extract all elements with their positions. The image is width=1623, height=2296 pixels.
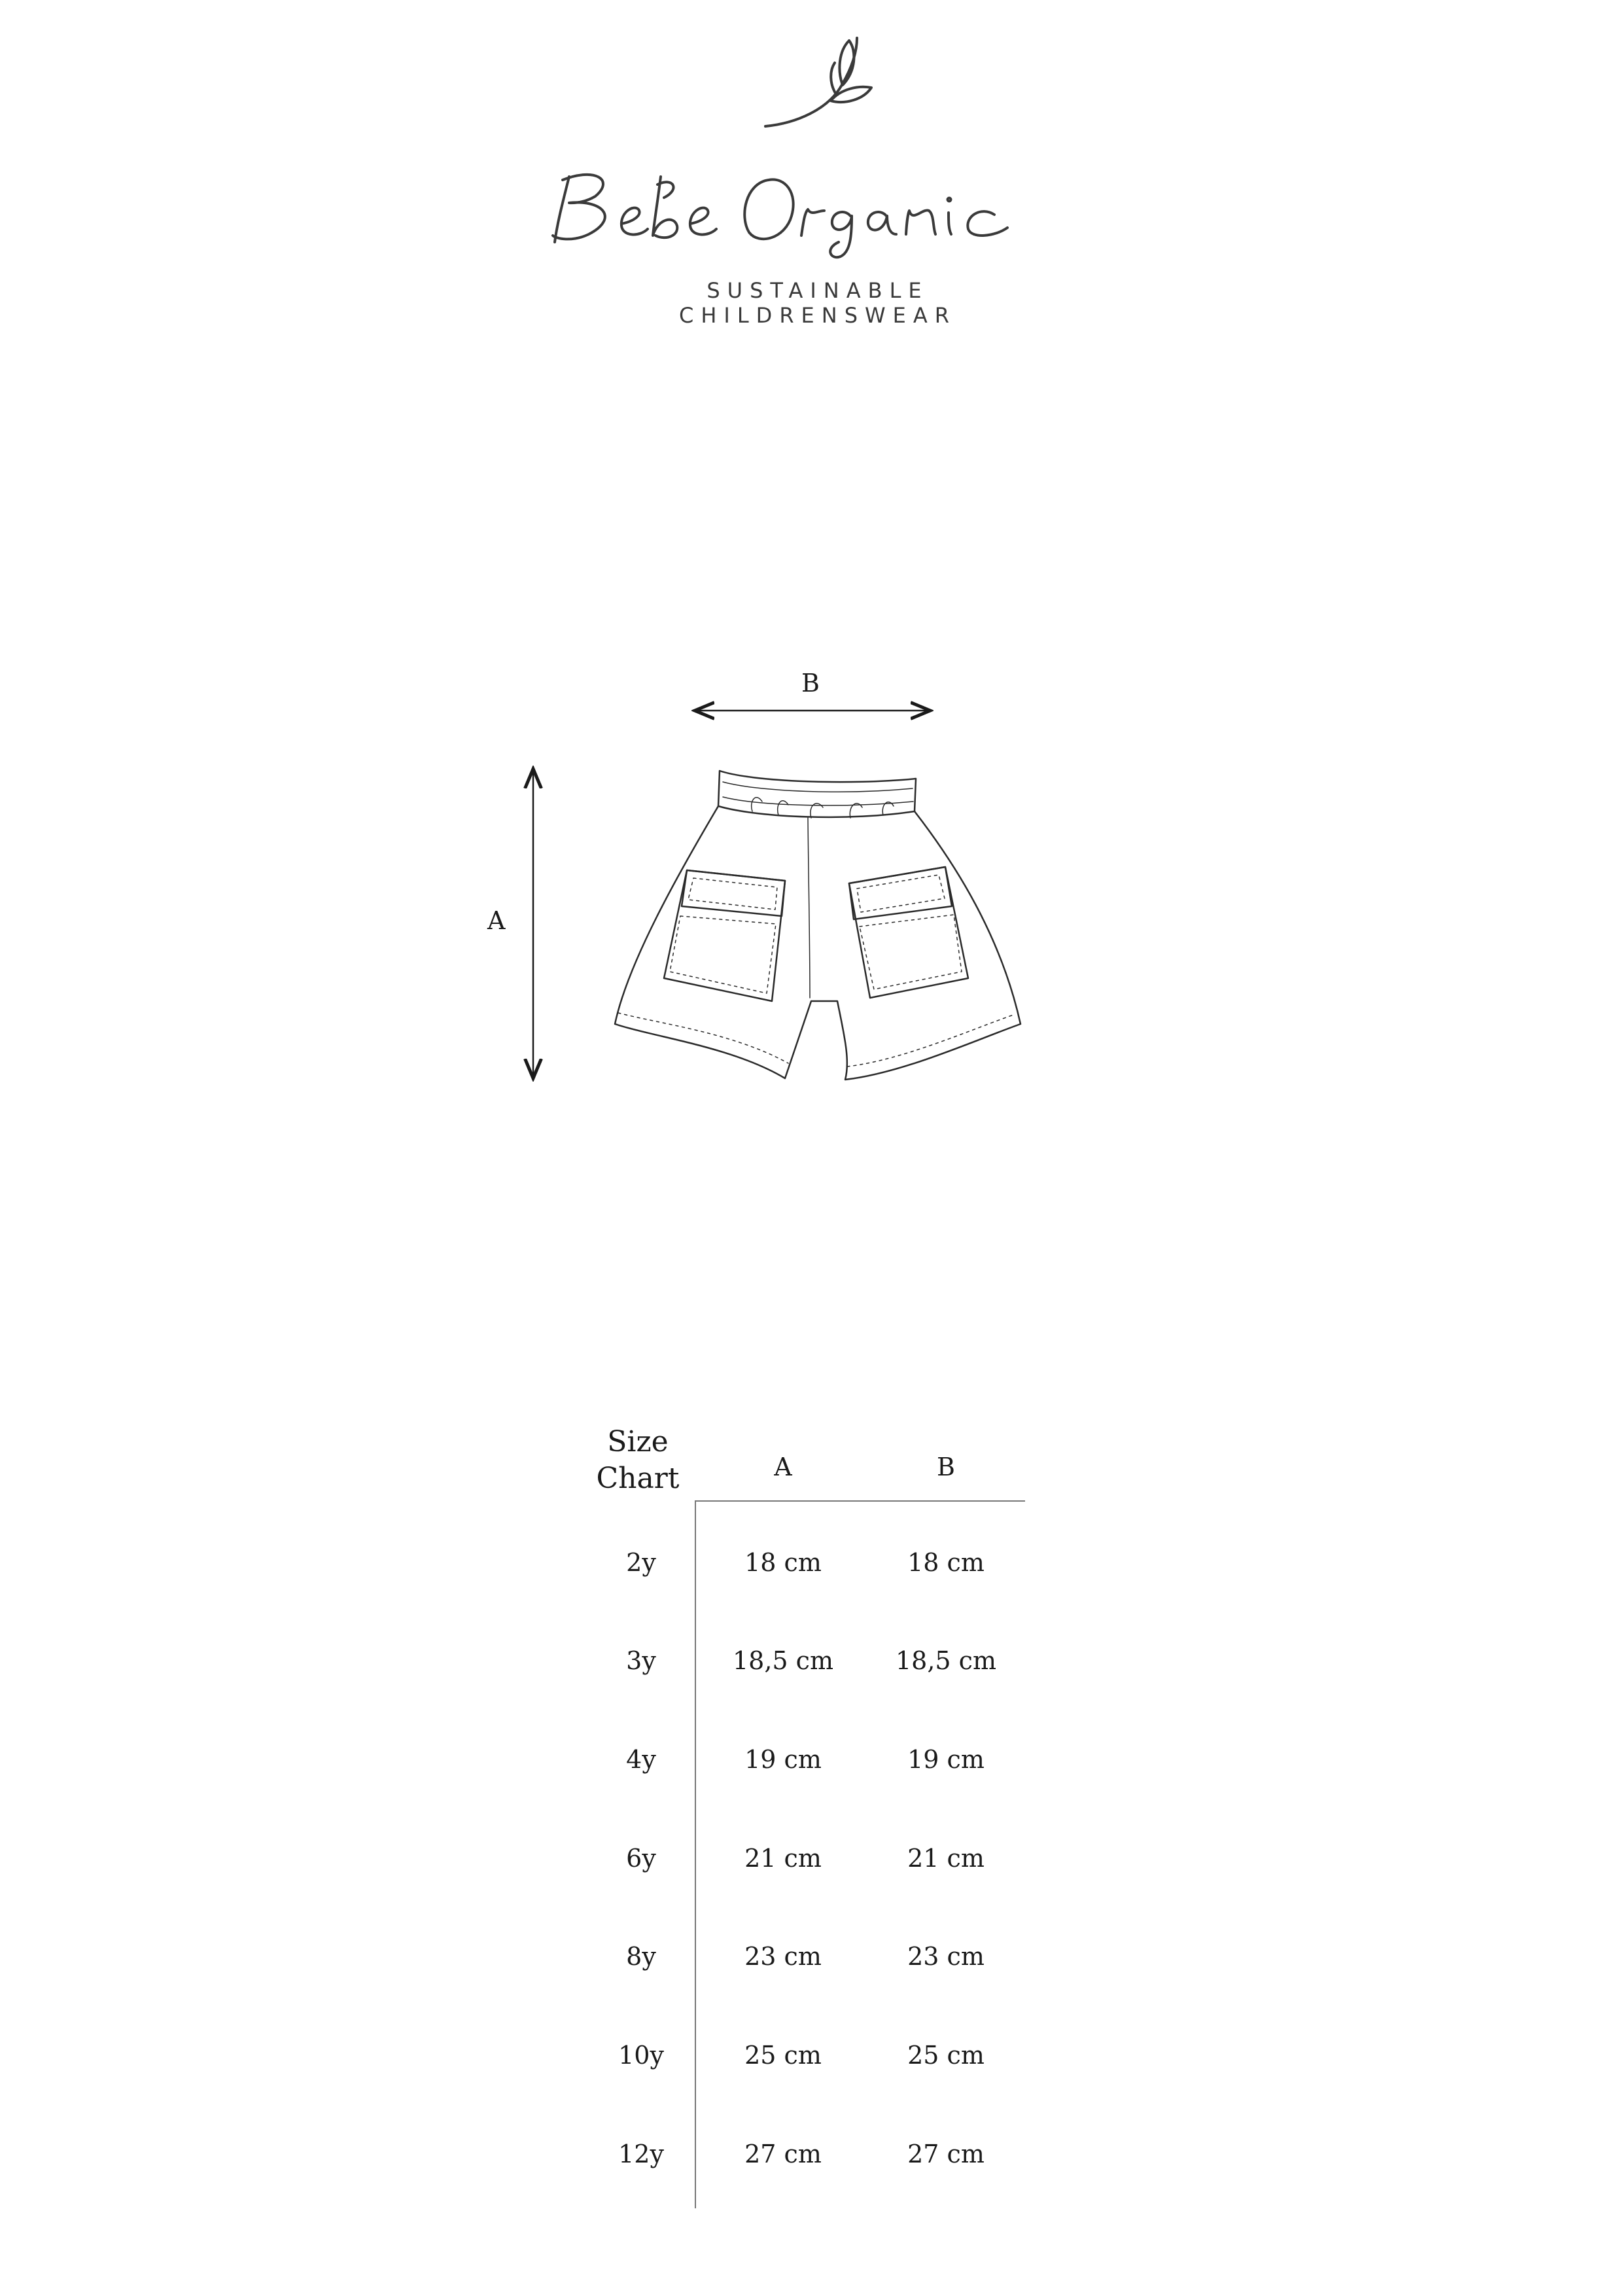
leaf-sprig-icon [759, 31, 877, 136]
size-cell: 12y [618, 2140, 664, 2168]
measure-a-cell: 23 cm [744, 1942, 822, 1971]
size-cell: 4y [626, 1745, 656, 1774]
measure-b-cell: 27 cm [907, 2140, 985, 2168]
measure-a-cell: 25 cm [744, 2041, 822, 2070]
measure-a-cell: 27 cm [744, 2140, 822, 2168]
measure-b-cell: 19 cm [907, 1745, 985, 1774]
measure-a-cell: 21 cm [744, 1844, 822, 1873]
measure-a-cell: 18,5 cm [732, 1646, 834, 1675]
size-cell: 2y [626, 1548, 656, 1577]
measure-b-cell: 18 cm [907, 1548, 985, 1577]
size-chart-title: Size Chart [596, 1425, 680, 1495]
dimension-b-label: B [801, 669, 820, 698]
measure-a-cell: 19 cm [744, 1745, 822, 1774]
column-header-a: A [774, 1453, 792, 1481]
size-cell: 10y [618, 2041, 664, 2070]
size-cell: 6y [626, 1844, 656, 1873]
shorts-illustration [458, 654, 1112, 1099]
size-cell: 8y [626, 1942, 656, 1971]
brand-logo-wordmark [543, 150, 1079, 262]
size-cell: 3y [626, 1646, 656, 1675]
column-header-b: B [937, 1453, 955, 1481]
measure-b-cell: 21 cm [907, 1844, 985, 1873]
measure-b-cell: 18,5 cm [895, 1646, 997, 1675]
table-header-divider [695, 1500, 1025, 1502]
dimension-a-label: A [487, 906, 506, 935]
measure-b-cell: 25 cm [907, 2041, 985, 2070]
brand-tagline: SUSTAINABLE CHILDRENSWEAR [679, 278, 956, 328]
table-column-divider [695, 1500, 696, 2208]
measure-b-cell: 23 cm [907, 1942, 985, 1971]
measure-a-cell: 18 cm [744, 1548, 822, 1577]
